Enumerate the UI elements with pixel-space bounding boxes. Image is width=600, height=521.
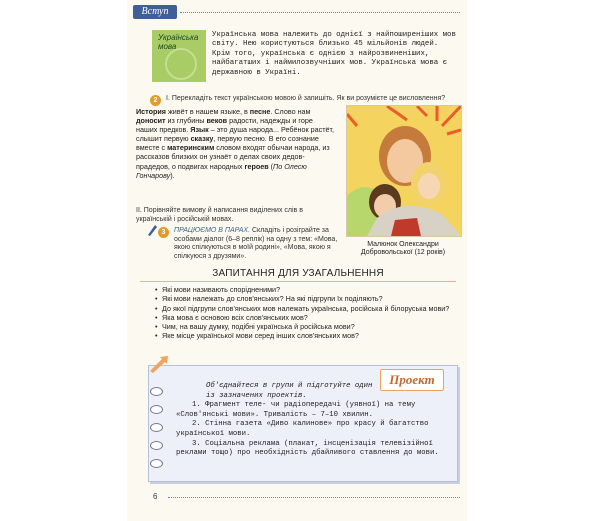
questions-divider: [140, 281, 456, 282]
highlighted-word: песне: [249, 107, 271, 116]
intro-text: Українська мова належить до однієї з найпоширеніших мов світу. Нею користуються близько 45 мільйонів людей. Крім того, українська є однією з найрозвиненіших, найбагатших і наймилозвучніших мов. Українська мова є державною в Україні.: [212, 31, 456, 77]
highlighted-word: сказку: [190, 134, 214, 144]
list-item: • Чим, на вашу думку, подібні українська й російська мови?: [162, 322, 452, 331]
list-item: • До якої підгрупи слов'янських мов належать українська, російська й білоруська мови?: [162, 304, 452, 313]
story-fragment: – это душа народа... Ребёнок растёт, слышит первую: [136, 125, 335, 144]
ring-icon: [150, 387, 163, 396]
highlighted-word: героев: [244, 161, 269, 171]
project-item: 2. Стінна газета «Диво калинове» про красу й багатство української мови.: [176, 420, 429, 438]
story-fragment: живёт в нашем языке, в: [165, 107, 250, 116]
pair-work-label: ПРАЦЮЄМО В ПАРАХ.: [174, 227, 251, 234]
child-painting-image: [346, 105, 462, 237]
list-item: • Яке місце української мови серед інших слов'янських мов?: [162, 331, 452, 340]
story-text: [136, 107, 334, 180]
arrow-icon: [148, 355, 170, 373]
story-fragment: (: [268, 161, 274, 171]
story-fragment: . Слово нам: [270, 107, 311, 116]
swirl-decoration-icon: [165, 48, 197, 80]
questions-list: [162, 285, 452, 341]
page-number: 6: [153, 492, 158, 501]
project-label: Проект: [380, 369, 444, 391]
project-lead: Об'єднайтеся в групи й підготуйте один із зазначених проектів.: [206, 382, 373, 400]
highlighted-word: История: [136, 107, 166, 116]
list-item: • Які мови називають спорідненими?: [162, 285, 452, 294]
story-fragment: ).: [170, 170, 175, 180]
ring-icon: [150, 441, 163, 450]
list-item: • Яка мова є основою всіх слов'янських мов?: [162, 313, 452, 322]
task-number-badge: 3: [158, 227, 169, 238]
project-item: 3. Соціальна реклама (плакат, інсценізація телевізійної реклами тощо) про необхідність дбайливого ставлення до мови.: [176, 439, 439, 458]
highlighted-word: материнским: [167, 143, 215, 153]
ring-icon: [150, 405, 163, 414]
section-tab: Вступ: [133, 5, 177, 19]
story-fragment: радости, надежды и горе наших предков.: [136, 116, 313, 135]
pencil-icon: [146, 223, 158, 237]
task-number-badge: 2: [150, 95, 161, 106]
task-3-instruction: [174, 227, 338, 261]
questions-title: ЗАПИТАННЯ ДЛЯ УЗАГАЛЬНЕННЯ: [212, 268, 384, 279]
story-fragment: словом входят обычаи народа, из рассказов близких он узнаёт о делах своих дедов-прадедов, о подвигах народных: [136, 143, 330, 171]
caption-line-1: Малюнок Олександри: [367, 241, 439, 248]
task-2-part-2: II. Порівняйте вимову й написання виділених слів в українській і російській мовах.: [136, 207, 303, 223]
story-fragment: из глубины: [165, 116, 207, 126]
highlighted-word: доносит: [136, 116, 166, 126]
caption-line-2: Добровольської (12 років): [360, 249, 446, 257]
list-item: • Які мови належать до слов'янських? На які підгрупи їх поділяють?: [162, 294, 452, 303]
story-fragment: По Олесю Гончарову: [136, 161, 307, 180]
footer-divider: [168, 497, 460, 498]
header-divider: [180, 12, 460, 13]
story-fragment: , первую песню. В его сознание вместе с: [136, 134, 319, 153]
painting-caption: [344, 241, 462, 258]
highlighted-word: Язык: [190, 125, 209, 135]
ring-icon: [150, 459, 163, 468]
task-2-instruction: I. Перекладіть текст українською мовою й запишіть. Як ви розумієте це висловлення?: [166, 95, 446, 102]
highlighted-word: веков: [206, 116, 228, 126]
intro-title: Українська мова: [158, 33, 199, 51]
task-3-text: Складіть і розіграйте за особами діалог (6–8 реплік) на одну з тем: «Мова, якою спілкуються в моїй родині», «Мова, якою я спілкуюся з друзями».: [174, 227, 338, 260]
project-text: [176, 382, 448, 459]
ring-icon: [150, 423, 163, 432]
project-item: 1. Фрагмент теле- чи радіопередачі (уявної) на тему «Слов'янські мови». Тривалість – 7–10 хвилин.: [176, 401, 416, 419]
